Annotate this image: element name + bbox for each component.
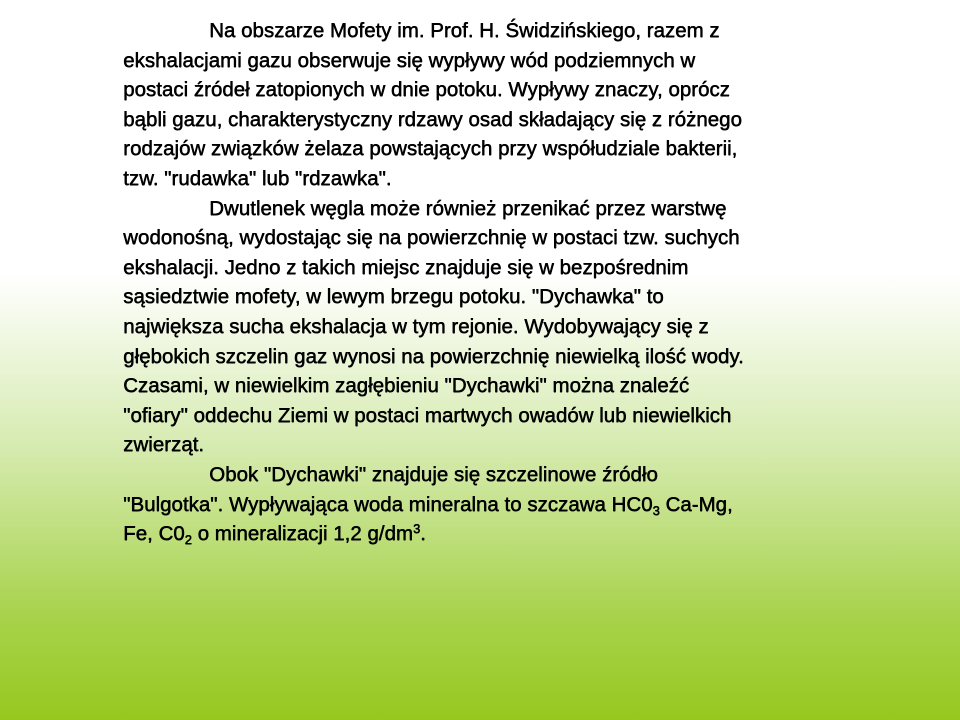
- text-line: bąbli gazu, charakterystyczny rdzawy osad składający się z różnego: [123, 107, 742, 131]
- text-line-formula: [123, 490, 853, 520]
- subscript: 2: [184, 532, 192, 548]
- text-line: tzw. "rudawka" lub "rdzawka".: [123, 166, 392, 190]
- text-line: "ofiary" oddechu Ziemi w postaci martwych owadów lub niewielkich: [123, 403, 732, 427]
- text-line: ekshalacji. Jedno z takich miejsc znajduje się w bezpośrednim: [123, 255, 689, 279]
- subscript: 3: [652, 502, 660, 518]
- text-segment: Ca-Mg,: [659, 492, 733, 516]
- superscript: 3: [412, 521, 421, 537]
- text-line: Dwutlenek węgla może również przenikać przez warstwę: [209, 196, 727, 220]
- text-line: sąsiedztwie mofety, w lewym brzegu potoku. "Dychawka" to: [123, 285, 664, 309]
- text-line: Obok "Dychawki" znajduje się szczelinowe źródło: [209, 462, 658, 486]
- slide-text: [123, 16, 853, 549]
- text-line: postaci źródeł zatopionych w dnie potoku. Wypływy znaczy, oprócz: [123, 78, 730, 102]
- text-segment: o mineralizacji 1,2 g/dm: [191, 522, 413, 546]
- text-line: Czasami, w niewielkim zagłębieniu "Dychawki" można znaleźć: [123, 374, 689, 398]
- paragraph-3: [123, 460, 853, 549]
- text-line: największa sucha ekshalacja w tym rejonie. Wydobywający się z: [123, 314, 709, 338]
- text-line: wodonośną, wydostając się na powierzchnię w postaci tzw. suchych: [123, 226, 740, 250]
- text-line: zwierząt.: [123, 433, 204, 457]
- text-line: rodzajów związków żelaza powstających przy współudziale bakterii,: [123, 137, 738, 161]
- text-line: ekshalacjami gazu obserwuje się wypływy wód podziemnych w: [123, 48, 695, 72]
- text-line-formula: [123, 519, 853, 549]
- text-segment: "Bulgotka". Wypływająca woda mineralna to szczawa HC0: [123, 492, 653, 516]
- text-segment: Fe, C0: [123, 522, 185, 546]
- paragraph-2: [123, 194, 853, 460]
- paragraph-1: [123, 16, 853, 194]
- text-line: Na obszarze Mofety im. Prof. H. Świdzińskiego, razem z: [209, 19, 720, 42]
- text-segment: .: [420, 522, 426, 546]
- text-line: głębokich szczelin gaz wynosi na powierzchnię niewielką ilość wody.: [123, 344, 744, 368]
